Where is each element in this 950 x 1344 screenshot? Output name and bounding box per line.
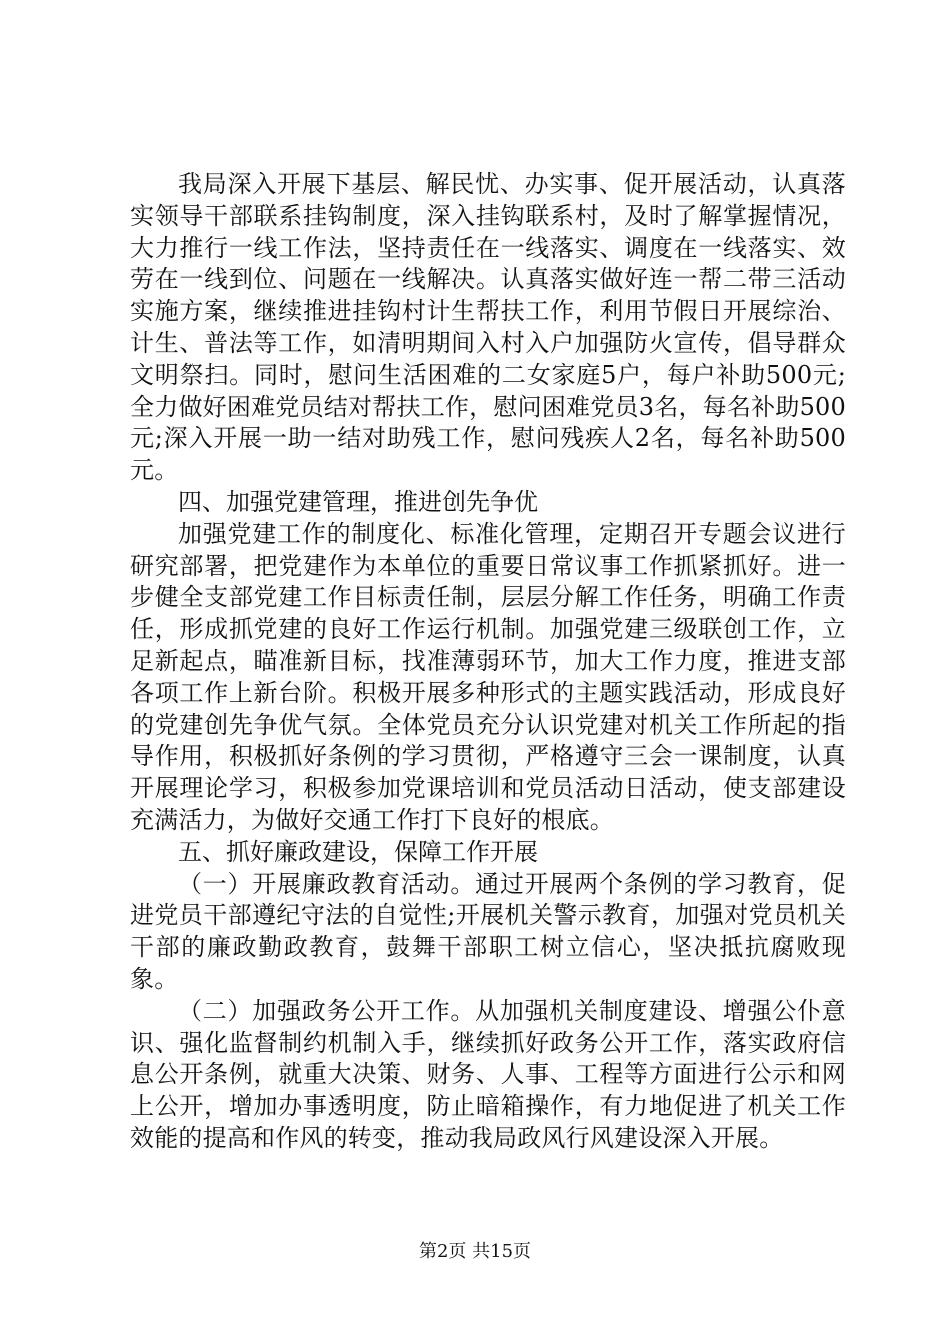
paragraph-poverty-relief: 我局深入开展下基层、解民忧、办实事、促开展活动，认真落实领导干部联系挂钩制度，深入挂钩联系村，及时了解掌握情况，大力推行一线工作法，坚持责任在一线落实、调度在一线落实、效劳在一线到位、问题在一线解决。认真落实做好连一帮二带三活动实施方案，继续推进挂钩村计生帮扶工作，利用节假日开展综治、计生、普法等工作，如清明期间入村入户加强防火宣传，倡导群众文明祭扫。同时，慰问生活困难的二女家庭5户，每户补助500元;全力做好困难党员结对帮扶工作，慰问困难党员3名，每名补助500元;深入开展一助一结对助残工作，慰问残疾人2名，每名补助500元。 [130, 170, 846, 485]
paragraph-government-transparency: （二）加强政务公开工作。从加强机关制度建设、增强公仆意识、强化监督制约机制入手，继续抓好政务公开工作，落实政府信息公开条例，就重大决策、财务、人事、工程等方面进行公示和网上公开，增加办事透明度，防止暗箱操作，有力地促进了机关工作效能的提高和作风的转变，推动我局政风行风建设深入开展。 [130, 996, 846, 1152]
paragraph-integrity-education: （一）开展廉政教育活动。通过开展两个条例的学习教育，促进党员干部遵纪守法的自觉性;开展机关警示教育，加强对党员机关干部的廉政勤政教育，鼓舞干部职工树立信心，坚决抵抗腐败现象。 [130, 869, 846, 993]
document-body [130, 169, 846, 1155]
section-heading-party-building: 四、加强党建管理，推进创先争优 [178, 487, 538, 516]
section-heading-integrity: 五、抓好廉政建设，保障工作开展 [178, 837, 538, 866]
page-number-footer: 第2页 共15页 [418, 1241, 532, 1262]
paragraph-party-building: 加强党建工作的制度化、标准化管理，定期召开专题会议进行研究部署，把党建作为本单位的重要日常议事工作抓紧抓好。进一步健全支部党建工作目标责任制，层层分解工作任务，明确工作责任，形成抓党建的良好工作运行机制。加强党建三级联创工作，立足新起点，瞄准新目标，找准薄弱环节，加大工作力度，推进支部各项工作上新台阶。积极开展多种形式的主题实践活动，形成良好的党建创先争优气氛。全体党员充分认识党建对机关工作所起的指导作用，积极抓好条例的学习贯彻，严格遵守三会一课制度，认真开展理论学习，积极参加党课培训和党员活动日活动，使支部建设充满活力，为做好交通工作打下良好的根底。 [130, 519, 846, 834]
